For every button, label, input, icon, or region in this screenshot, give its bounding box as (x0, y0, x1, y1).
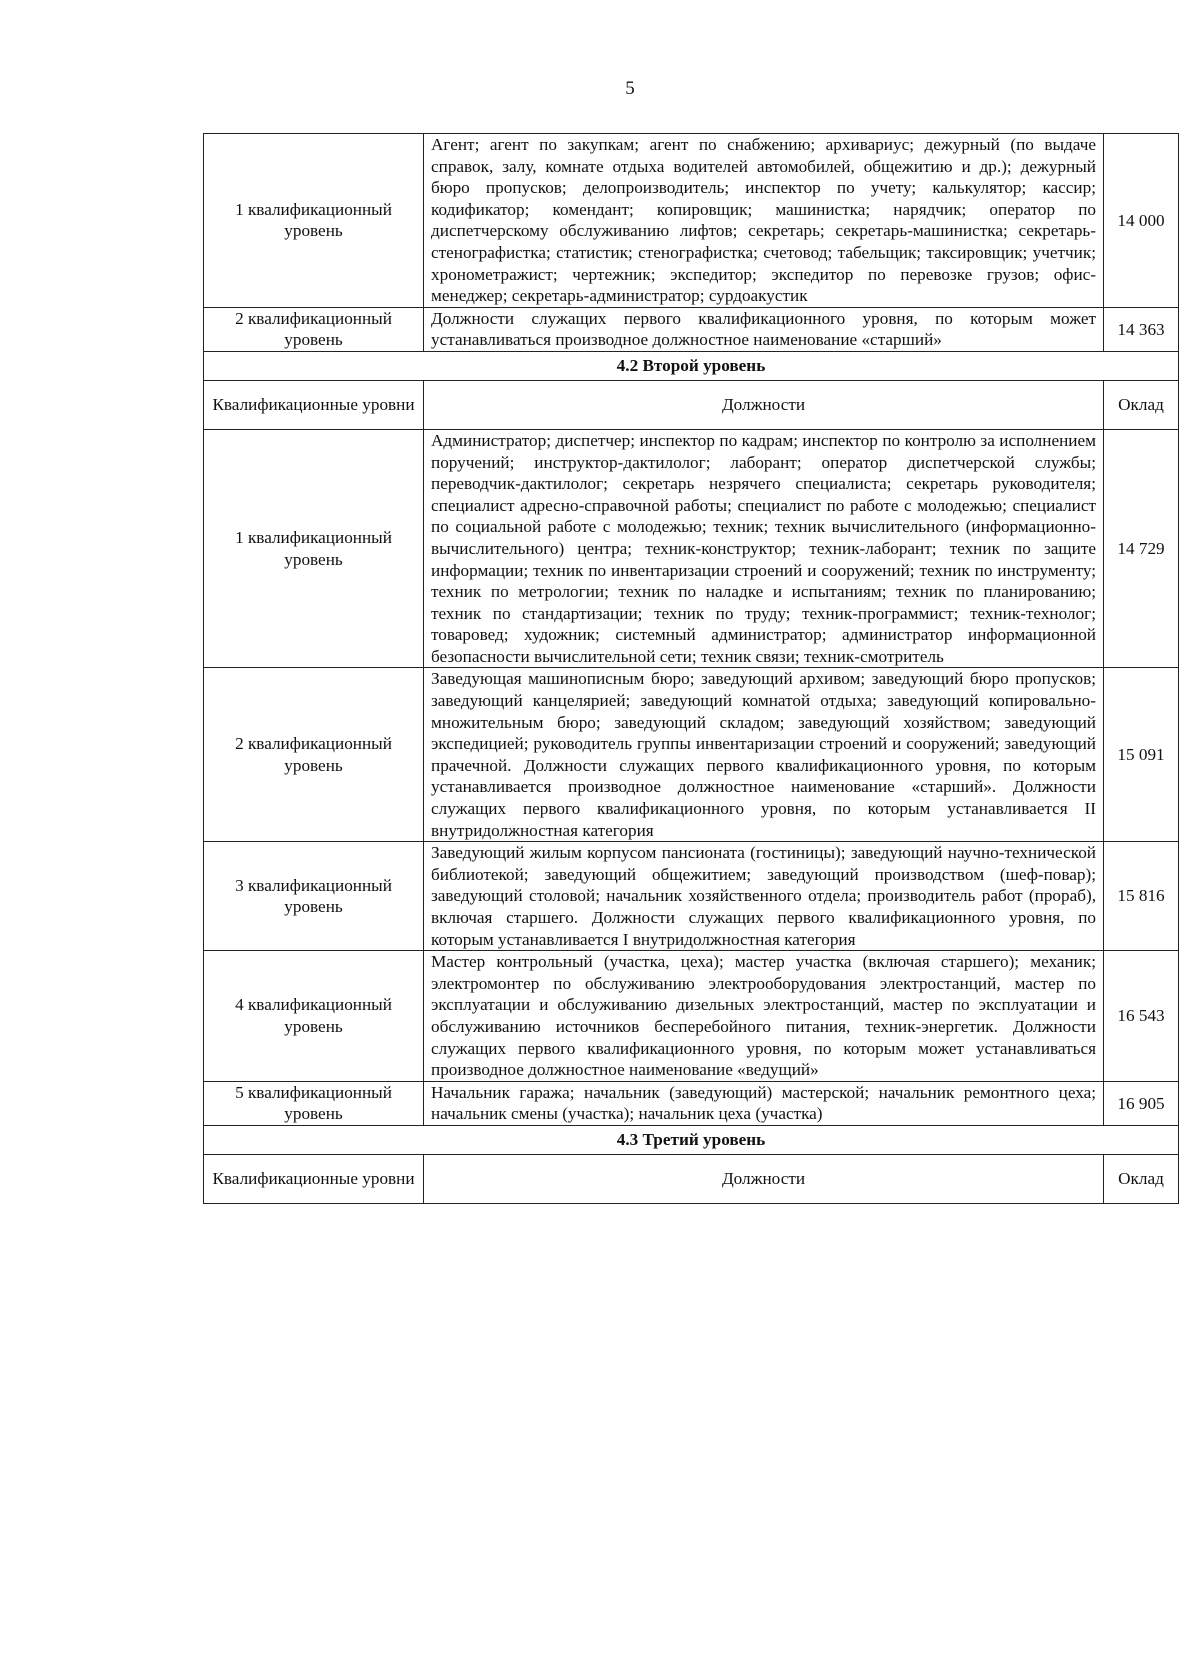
level-cell: 3 квалификационный уровень (204, 842, 424, 951)
salary-table (203, 133, 1179, 1204)
positions-cell: Мастер контрольный (участка, цеха); мастер участка (включая старшего); механик; электромонтер по обслуживанию электрооборудования электростанций, мастер по эксплуатации и обслуживанию дизельных электростанций, мастер по эксплуатации и обслуживанию источников бесперебойного питания, техник-энергетик. Должности служащих первого квалификационного уровня, по которым может устанавливаться производное должностное наименование «ведущий» (424, 951, 1104, 1082)
header-salary: Оклад (1104, 380, 1179, 429)
table-row (204, 134, 1179, 308)
table-row (204, 842, 1179, 951)
section-title: 4.2 Второй уровень (204, 351, 1179, 380)
header-row (204, 380, 1179, 429)
table-row (204, 668, 1179, 842)
table-row (204, 429, 1179, 668)
level-cell: 1 квалификационный уровень (204, 134, 424, 308)
positions-cell: Начальник гаража; начальник (заведующий) мастерской; начальник ремонтного цеха; начальник смены (участка); начальник цеха (участка) (424, 1081, 1104, 1125)
header-salary: Оклад (1104, 1154, 1179, 1203)
positions-cell: Должности служащих первого квалификационного уровня, по которым может устанавливаться производное должностное наименование «старший» (424, 307, 1104, 351)
level-cell: 2 квалификационный уровень (204, 307, 424, 351)
section-heading-row (204, 1125, 1179, 1154)
salary-cell: 16 543 (1104, 951, 1179, 1082)
level-cell: 4 квалификационный уровень (204, 951, 424, 1082)
salary-cell: 15 816 (1104, 842, 1179, 951)
section-title: 4.3 Третий уровень (204, 1125, 1179, 1154)
positions-cell: Администратор; диспетчер; инспектор по кадрам; инспектор по контролю за исполнением поручений; инструктор-дактилолог; лаборант; оператор диспетчерской службы; переводчик-дактилолог; секретарь незрячего специалиста; секретарь руководителя; специалист адресно-справочной работы; специалист по работе с молодежью; специалист по социальной работе с молодежью; техник; техник вычислительного (информационно-вычислительного) центра; техник-конструктор; техник-лаборант; техник по защите информации; техник по инвентаризации строений и сооружений; техник по инструменту; техник по метрологии; техник по наладке и испытаниям; техник по планированию; техник по стандартизации; техник по труду; техник-программист; техник-технолог; товаровед; художник; системный администратор; администратор информационной безопасности вычислительной сети; техник связи; техник-смотритель (424, 429, 1104, 668)
header-row (204, 1154, 1179, 1203)
salary-cell: 15 091 (1104, 668, 1179, 842)
positions-cell: Заведующий жилым корпусом пансионата (гостиницы); заведующий научно-технической библиотекой; заведующий общежитием; заведующий производством (шеф-повар); заведующий столовой; начальник хозяйственного отдела; производитель работ (прораб), включая старшего. Должности служащих первого квалификационного уровня, по которым устанавливается I внутридолжностная категория (424, 842, 1104, 951)
positions-cell: Агент; агент по закупкам; агент по снабжению; архивариус; дежурный (по выдаче справок, залу, комнате отдыха водителей автомобилей, общежитию и др.); дежурный бюро пропусков; делопроизводитель; инспектор по учету; калькулятор; кассир; кодификатор; комендант; копировщик; машинистка; нарядчик; оператор по диспетчерскому обслуживанию лифтов; секретарь; секретарь-машинистка; секретарь-стенографистка; статистик; стенографистка; счетовод; табельщик; таксировщик; учетчик; хронометражист; чертежник; экспедитор; экспедитор по перевозке грузов; офис-менеджер; секретарь-администратор; сурдоакустик (424, 134, 1104, 308)
salary-cell: 14 000 (1104, 134, 1179, 308)
page-number: 5 (625, 78, 635, 99)
table-row (204, 307, 1179, 351)
section-heading-row (204, 351, 1179, 380)
header-level: Квалификационные уровни (204, 1154, 424, 1203)
positions-cell: Заведующая машинописным бюро; заведующий архивом; заведующий бюро пропусков; заведующий канцелярией; заведующий комнатой отдыха; заведующий копировально-множительным бюро; заведующий складом; заведующий хозяйством; заведующий экспедицией; руководитель группы инвентаризации строений и сооружений; заведующий прачечной. Должности служащих первого квалификационного уровня, по которым устанавливается производное должностное наименование «старший». Должности служащих первого квалификационного уровня, по которым устанавливается II внутридолжностная категория (424, 668, 1104, 842)
level-cell: 5 квалификационный уровень (204, 1081, 424, 1125)
salary-cell: 16 905 (1104, 1081, 1179, 1125)
header-positions: Должности (424, 1154, 1104, 1203)
header-level: Квалификационные уровни (204, 380, 424, 429)
salary-cell: 14 363 (1104, 307, 1179, 351)
table-row (204, 1081, 1179, 1125)
level-cell: 2 квалификационный уровень (204, 668, 424, 842)
level-cell: 1 квалификационный уровень (204, 429, 424, 668)
table-row (204, 951, 1179, 1082)
header-positions: Должности (424, 380, 1104, 429)
salary-cell: 14 729 (1104, 429, 1179, 668)
